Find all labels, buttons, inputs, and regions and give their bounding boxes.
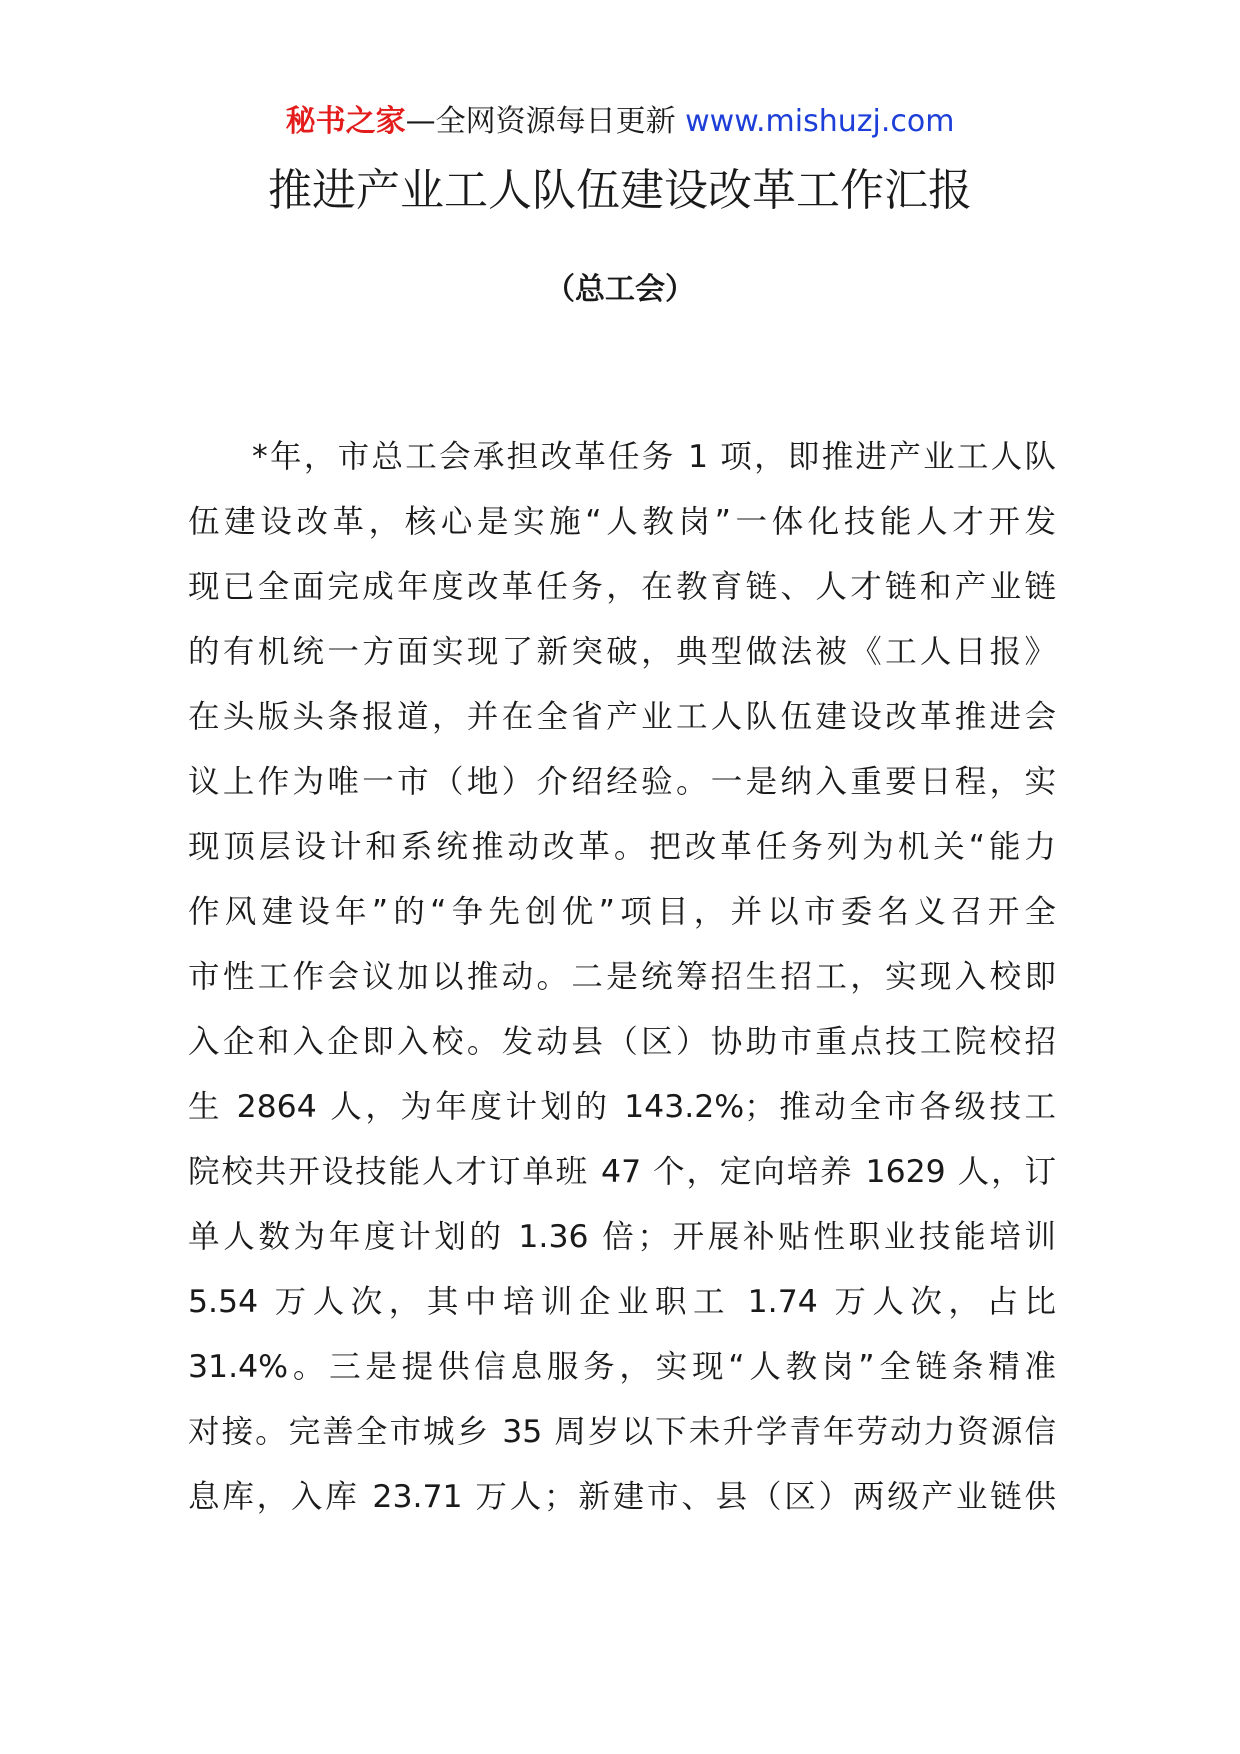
paragraph-line: 生 2864 人，为年度计划的 143.2%；推动全市各级技工 bbox=[188, 1089, 1056, 1125]
paragraph-line: 市性工作会议加以推动。二是统筹招生招工，实现入校即 bbox=[188, 959, 1056, 995]
paragraph-line: 院校共开设技能人才订单班 47 个，定向培养 1629 人，订 bbox=[188, 1154, 1056, 1190]
paragraph-line: 现顶层设计和系统推动改革。把改革任务列为机关“能力 bbox=[188, 829, 1056, 865]
brand-name: 秘书之家 bbox=[285, 104, 406, 139]
site-header bbox=[0, 100, 1240, 144]
body-paragraph bbox=[188, 425, 1056, 1530]
paragraph-line: 现已全面完成年度改革任务，在教育链、人才链和产业链 bbox=[188, 569, 1056, 605]
paragraph-line: 入企和入企即入校。发动县（区）协助市重点技工院校招 bbox=[188, 1024, 1056, 1060]
site-url-link[interactable]: www.mishuzj.com bbox=[685, 104, 955, 139]
paragraph-line: 作风建设年”的“争先创优”项目，并以市委名义召开全 bbox=[188, 894, 1056, 930]
paragraph-line: *年，市总工会承担改革任务 1 项，即推进产业工人队 bbox=[252, 439, 1056, 475]
paragraph-line: 伍建设改革，核心是实施“人教岗”一体化技能人才开发 bbox=[188, 504, 1056, 540]
paragraph-line: 5.54 万人次，其中培训企业职工 1.74 万人次，占比 bbox=[188, 1284, 1056, 1320]
paragraph-line: 对接。完善全市城乡 35 周岁以下未升学青年劳动力资源信 bbox=[188, 1414, 1056, 1450]
document-subtitle: （总工会） bbox=[545, 272, 695, 307]
paragraph-line: 的有机统一方面实现了新突破，典型做法被《工人日报》 bbox=[188, 634, 1056, 670]
brand-tagline: —全网资源每日更新 bbox=[405, 104, 676, 139]
paragraph-line: 议上作为唯一市（地）介绍经验。一是纳入重要日程，实 bbox=[188, 764, 1056, 800]
paragraph-line: 在头版头条报道，并在全省产业工人队伍建设改革推进会 bbox=[188, 699, 1056, 735]
paragraph-line: 息库，入库 23.71 万人；新建市、县（区）两级产业链供 bbox=[188, 1479, 1056, 1515]
document-title: 推进产业工人队伍建设改革工作汇报 bbox=[268, 165, 972, 216]
paragraph-line: 单人数为年度计划的 1.36 倍；开展补贴性职业技能培训 bbox=[188, 1219, 1056, 1255]
paragraph-line: 31.4%。三是提供信息服务，实现“人教岗”全链条精准 bbox=[188, 1349, 1056, 1385]
